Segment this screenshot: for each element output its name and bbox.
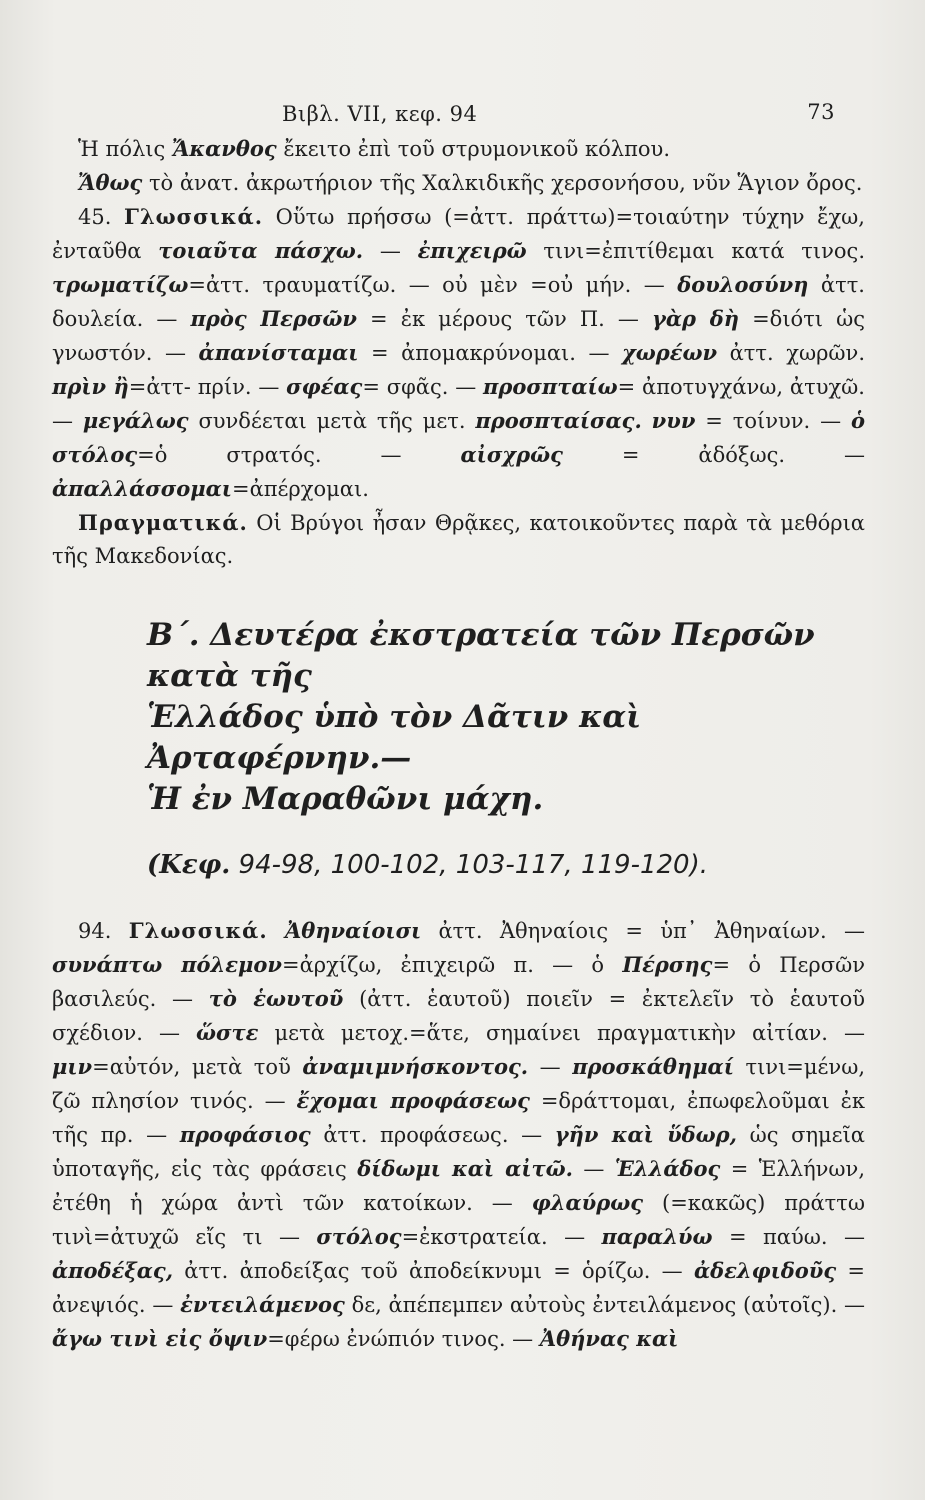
term: ὁ στόλος (52, 408, 865, 467)
term: Ἑλλάδος (614, 1156, 721, 1181)
text: Ἡ πόλις (78, 137, 172, 161)
text: =ἀττ- πρίν. — (128, 375, 287, 399)
chapter-list: 94-98, 100-102, 103-117, 119-120). (230, 850, 708, 880)
term: δουλοσύνη (677, 272, 809, 297)
running-title: Βιβλ. VII, κεφ. 94 (282, 102, 478, 126)
text: =ἀπέρχομαι. (231, 477, 369, 501)
text: (ἀττ. ἑαυτοῦ) ποιεῖν = ἐκτελεῖν τὸ ἑαυτοῦ σχέδιον. — (52, 987, 865, 1045)
term: ἐπιχειρῶ (417, 238, 527, 263)
term: ἀπανίσταμαι (198, 340, 359, 365)
text: = παύω. — (712, 1225, 865, 1249)
text: = ὁ Περσῶν βασιλεύς. — (52, 953, 865, 1011)
text: (=κακῶς) πράττω τινὶ=ἀτυχῶ εἴς τι — (52, 1191, 865, 1249)
term: τρωματίζω (52, 272, 189, 297)
note-akanthos (52, 132, 865, 166)
term: ἀδελφιδοῦς (693, 1258, 837, 1283)
note-athos (52, 166, 865, 200)
text: =ἐκστρατεία. — (401, 1225, 602, 1249)
intro-notes (52, 132, 865, 200)
text: ἀττ. χωρῶν. (717, 341, 865, 365)
term: μιν (52, 1054, 93, 1079)
text: δε, ἀπέπεμπεν αὐτοὺς ἐντειλάμενος (αὐτοῖς). — (344, 1293, 865, 1317)
term: ἐντειλάμενος (180, 1292, 345, 1317)
text: Οὕτω πρήσσω (=ἀττ. πράττω)=τοιαύτην τύχην ἔχω, ἐνταῦθα (52, 205, 865, 263)
section-45 (52, 200, 865, 573)
section-number: 94. (78, 919, 112, 943)
text: =αὐτόν, μετὰ τοῦ (92, 1055, 303, 1079)
text: = ἀνεψιός. — (52, 1259, 865, 1317)
text: τινι=ἐπιτίθεμαι κατά τινος. (526, 239, 865, 263)
term: ἄγω τινὶ εἰς ὄψιν (52, 1326, 268, 1351)
text: τινι=μένω, ζῶ πλησίον τινός. — (52, 1055, 865, 1113)
term: Ἀθηναίοισι (284, 918, 422, 943)
term: Πέρσης (622, 952, 713, 977)
term: τὸ ἑωυτοῦ (208, 986, 344, 1011)
section-heading: Πραγματικά. (78, 510, 248, 535)
section-heading: Γλωσσικά. (124, 204, 263, 229)
text: = ἐκ μέρους τῶν Π. — (356, 307, 653, 331)
term: στόλος (316, 1224, 402, 1249)
section-title-line: Ἡ ἐν Μαραθῶνι μάχη. (147, 781, 544, 817)
term: πρὶν ἢ (52, 374, 129, 399)
text: = ἀπομακρύνομαι. — (358, 341, 622, 365)
term: δίδωμι καὶ αἰτῶ. (357, 1156, 573, 1181)
term: πρὸς Περσῶν (190, 306, 357, 331)
term: φλαύρως (531, 1190, 643, 1215)
term: ὥστε (196, 1020, 259, 1045)
running-header (52, 92, 865, 132)
term: προσπταίσας. (475, 408, 642, 433)
text: ἀττ. προφάσεως. — (310, 1123, 555, 1147)
section-94 (52, 914, 865, 1356)
term: γὰρ δὴ (652, 306, 739, 331)
term: γῆν καὶ ὕδωρ, (554, 1122, 737, 1147)
section-number: 45. (78, 205, 112, 229)
text: = ἀδόξως. — (562, 443, 865, 467)
term: προσκάθημαί (572, 1054, 734, 1079)
text: = τοίνυν. — (695, 409, 851, 433)
chapter-ranges (52, 850, 865, 880)
text: =ἀρχίζω, ἐπιχειρῶ π. — ὁ (282, 953, 623, 977)
text: ὡς σημεῖα ὑποταγῆς, εἰς τὰς φράσεις (52, 1123, 865, 1181)
text: μετὰ μετοχ.=ἅτε, σημαίνει πραγματικὴν αἰτίαν. — (258, 1021, 865, 1045)
text: =φέρω ἐνώπιόν τινος. — (267, 1327, 540, 1351)
term: νυν (651, 408, 696, 433)
text: ἀττ. ἀποδείξας τοῦ ἀποδείκνυμι = ὁρίζω. — (173, 1259, 694, 1283)
text: = σφᾶς. — (362, 375, 483, 399)
text: Οἱ Βρύγοι ἦσαν Θρᾷκες, κατοικοῦντες παρὰ τὰ μεθόρια τῆς Μακεδονίας. (52, 511, 865, 568)
text: =δράττομαι, ἐπωφελοῦμαι ἐκ τῆς πρ. — (52, 1089, 866, 1147)
term: Ἄκανθος (171, 136, 277, 161)
text: = ἀποτυγχάνω, ἀτυχῶ. — (52, 375, 865, 433)
text: ἀττ. Ἀθηναίοις = ὑπ᾽ Ἀθηναίων. — (421, 919, 865, 943)
term: προσπταίω (483, 374, 618, 399)
glossika-94 (52, 914, 865, 1356)
text: =ἀττ. τραυματίζω. — οὐ μὲν =οὐ μήν. — (188, 273, 678, 297)
text: — (363, 239, 418, 263)
text (642, 409, 652, 433)
text: συνδέεται μετὰ τῆς μετ. (188, 409, 476, 433)
term: ἀναμιμνήσκοντος. (302, 1054, 529, 1079)
text: τὸ ἀνατ. ἀκρωτήριον τῆς Χαλκιδικῆς χερσονήσου, νῦν Ἅγιον ὄρος. (142, 171, 863, 195)
section-title-line: Β΄. Δευτέρα ἐκστρατεία τῶν Περσῶν κατὰ τῆς (147, 617, 815, 694)
page-number: 73 (807, 100, 835, 124)
term: τοιαῦτα πάσχω. (158, 238, 364, 263)
term: Ἄθως (78, 170, 143, 195)
chapter-label: (Κεφ. (147, 850, 231, 880)
term: συνάπτω πόλεμον (52, 952, 282, 977)
text: — (528, 1055, 573, 1079)
term: προφάσιος (179, 1122, 311, 1147)
term: Ἀθήνας καὶ (539, 1326, 679, 1351)
term: παραλύω (601, 1224, 713, 1249)
term: ἀποδέξας, (52, 1258, 174, 1283)
glossika-45 (52, 200, 865, 506)
term: αἰσχρῶς (460, 442, 563, 467)
section-title-line: Ἑλλάδος ὑπὸ τὸν Δᾶτιν καὶ Ἀρταφέρνην.— (147, 699, 642, 776)
text (268, 919, 285, 943)
text: ἀττ. δουλεία. — (52, 273, 865, 331)
term: χωρέων (621, 340, 718, 365)
text: =διότι ὡς γνωστόν. — (52, 307, 866, 365)
text: =ὁ στρατός. — (137, 443, 461, 467)
term: ἀπαλλάσσομαι (52, 476, 232, 501)
section-heading: Γλωσσικά. (128, 918, 268, 943)
pragmatika-45 (52, 506, 865, 573)
term: σφέας (286, 374, 363, 399)
term: μεγάλως (82, 408, 189, 433)
text: = Ἑλλήνων, ἐτέθη ἡ χώρα ἀντὶ τῶν κατοίκων. — (52, 1157, 865, 1215)
section-title (52, 615, 865, 820)
text: ἔκειτο ἐπὶ τοῦ στρυμονικοῦ κόλπου. (276, 137, 671, 161)
term: ἔχομαι προφάσεως (296, 1088, 530, 1113)
text: — (572, 1157, 615, 1181)
